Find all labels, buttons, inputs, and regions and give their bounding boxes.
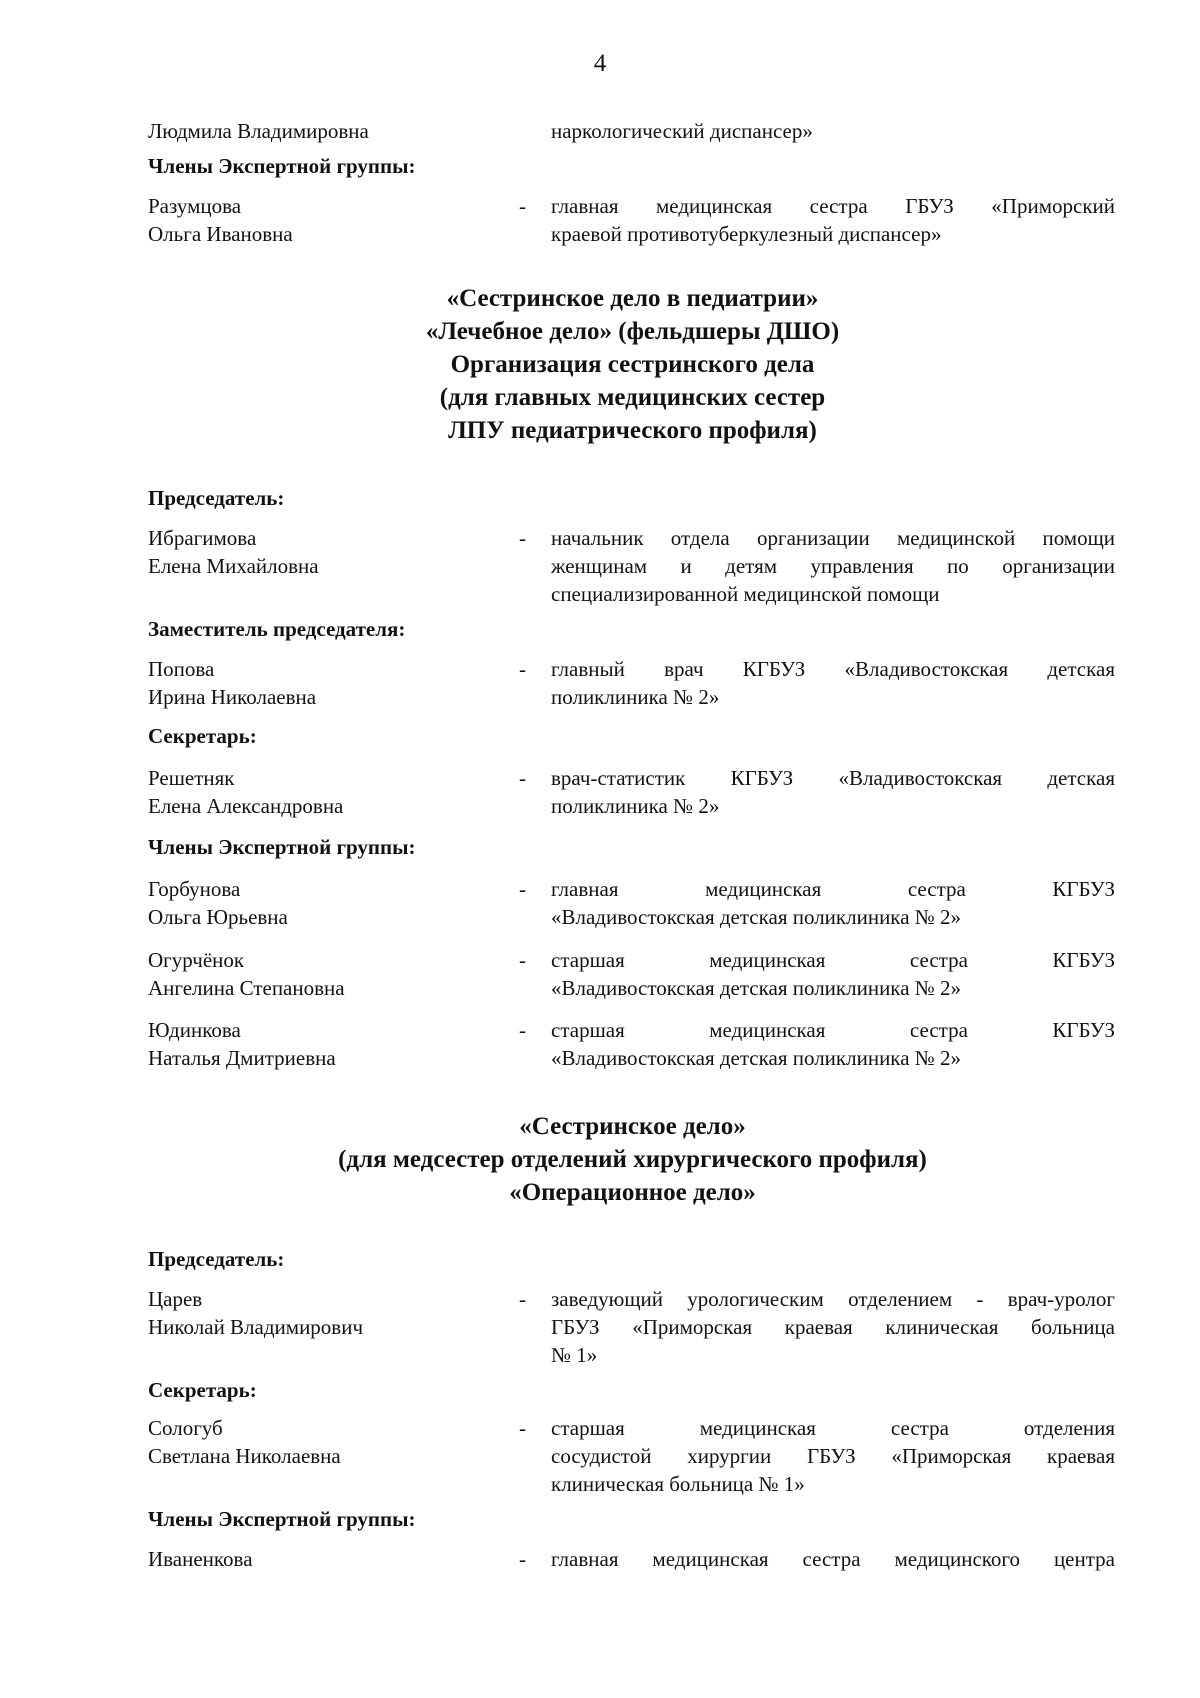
- dash: -: [519, 657, 526, 681]
- person-name: Огурчёнок Ангелина Степановна: [148, 948, 345, 1000]
- person-role: старшая медицинская сестра КГБУЗ «Владивостокская детская поликлиника № 2»: [551, 1018, 1115, 1070]
- person-name: Людмила Владимировна: [148, 119, 369, 143]
- members-label: Члены Экспертной группы:: [148, 154, 416, 178]
- members-label: Члены Экспертной группы:: [148, 835, 416, 859]
- person-role: заведующий урологическим отделением - врач-уролог ГБУЗ «Приморская краевая клиническая больница № 1»: [551, 1287, 1115, 1367]
- person-name: Попова Ирина Николаевна: [148, 657, 317, 709]
- dash: -: [519, 948, 526, 972]
- dash: -: [519, 766, 526, 790]
- dash: -: [519, 1287, 526, 1311]
- secretary-label: Секретарь:: [148, 724, 257, 748]
- secretary-label: Секретарь:: [148, 1378, 257, 1402]
- chair-label: Председатель:: [148, 1247, 285, 1271]
- person-name: Горбунова Ольга Юрьевна: [148, 877, 288, 929]
- dash: -: [519, 1416, 526, 1440]
- dash: -: [519, 1018, 526, 1042]
- section-heading: «Сестринское дело» (для медсестер отделений хирургического профиля) «Операционное дело»: [338, 1113, 927, 1206]
- person-role: главная медицинская сестра ГБУЗ «Приморский краевой противотуберкулезный диспансер»: [551, 194, 1115, 246]
- members-label: Члены Экспертной группы:: [148, 1507, 416, 1531]
- dash: -: [519, 194, 526, 218]
- section-heading: «Сестринское дело в педиатрии» «Лечебное дело» (фельдшеры ДШО) Организация сестринского дела (для главных медицинских сестер ЛПУ педиатрического профиля): [425, 285, 840, 444]
- person-role: наркологический диспансер»: [551, 119, 813, 143]
- person-role: начальник отдела организации медицинской помощи женщинам и детям управления по организации специализированной медицинской помощи: [551, 526, 1115, 606]
- chair-label: Председатель:: [148, 486, 285, 510]
- person-role: главный врач КГБУЗ «Владивостокская детская поликлиника № 2»: [551, 657, 1115, 709]
- person-name: Иваненкова: [148, 1547, 253, 1571]
- dash: -: [519, 526, 526, 550]
- deputy-label: Заместитель председателя:: [148, 617, 406, 641]
- person-name: Юдинкова Наталья Дмитриевна: [148, 1018, 336, 1070]
- person-name: Сологуб Светлана Николаевна: [148, 1416, 341, 1468]
- person-role: старшая медицинская сестра КГБУЗ «Владивостокская детская поликлиника № 2»: [551, 948, 1115, 1000]
- person-name: Царев Николай Владимирович: [148, 1287, 364, 1339]
- person-role: врач-статистик КГБУЗ «Владивостокская детская поликлиника № 2»: [551, 766, 1115, 818]
- person-role: главная медицинская сестра медицинского центра: [551, 1547, 1115, 1571]
- page-number: 4: [593, 50, 607, 77]
- person-name: Разумцова Ольга Ивановна: [148, 194, 293, 246]
- dash: -: [519, 1547, 526, 1571]
- dash: -: [519, 877, 526, 901]
- person-role: главная медицинская сестра КГБУЗ «Владивостокская детская поликлиника № 2»: [551, 877, 1115, 929]
- person-name: Решетняк Елена Александровна: [148, 766, 344, 818]
- person-role: старшая медицинская сестра отделения сосудистой хирургии ГБУЗ «Приморская краевая клиническая больница № 1»: [551, 1416, 1115, 1496]
- person-name: Ибрагимова Елена Михайловна: [148, 526, 319, 578]
